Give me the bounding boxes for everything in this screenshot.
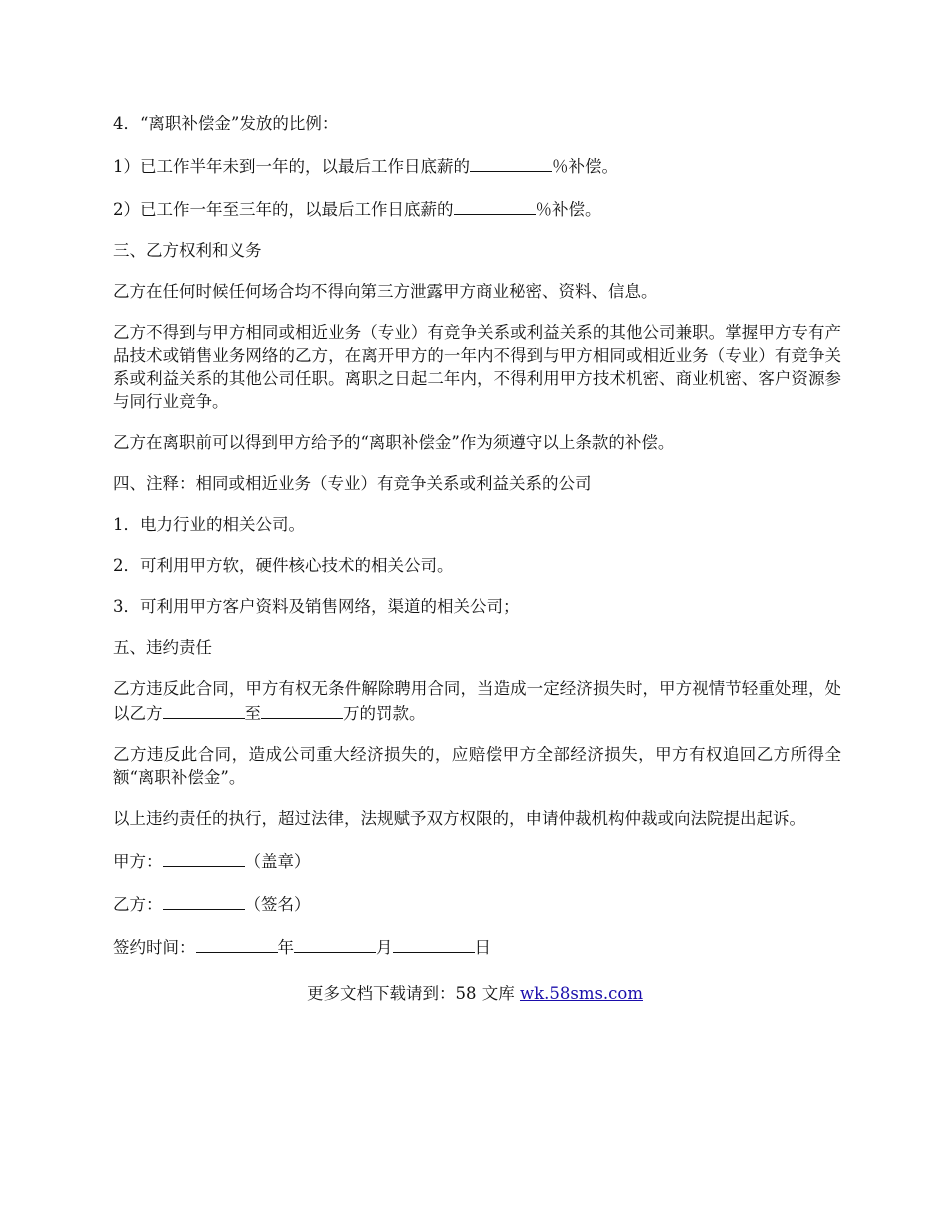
year-label: 年 bbox=[277, 938, 294, 957]
blank-line bbox=[294, 934, 376, 953]
blank-line bbox=[393, 934, 475, 953]
month-label: 月 bbox=[376, 938, 393, 957]
ratio-item-1-suffix: ％补偿。 bbox=[552, 157, 618, 176]
blank-line bbox=[470, 153, 552, 172]
ratio-item-1 bbox=[113, 153, 841, 178]
footer bbox=[0, 982, 950, 1005]
penalty-text: 乙方违反此合同，甲方有权无条件解除聘用合同，当造成一定经济损失时，甲方视情节轻重处理，处以乙方 bbox=[113, 679, 841, 723]
ratio-item-1-text: 1）已工作半年未到一年的，以最后工作日底薪的 bbox=[113, 157, 470, 176]
party-b-note: （签名） bbox=[244, 895, 311, 914]
compensation-paragraph: 乙方在离职前可以得到甲方给予的“离职补偿金”作为须遵守以上条款的补偿。 bbox=[113, 433, 675, 452]
footer-text: 更多文档下载请到：58 文库 bbox=[306, 984, 520, 1003]
party-b-label: 乙方： bbox=[113, 895, 163, 914]
blank-line bbox=[163, 848, 245, 867]
section-4-heading: 四、注释：相同或相近业务（专业）有竞争关系或利益关系的公司 bbox=[113, 474, 592, 493]
sign-date bbox=[113, 934, 841, 959]
note-2: 2．可利用甲方软，硬件核心技术的相关公司。 bbox=[113, 556, 454, 575]
blank-line bbox=[261, 700, 343, 719]
party-a-signature bbox=[113, 848, 841, 873]
penalty-suffix: 万的罚款。 bbox=[343, 704, 426, 723]
note-3: 3．可利用甲方客户资料及销售网络，渠道的相关公司； bbox=[113, 597, 520, 616]
party-a-label: 甲方： bbox=[113, 852, 163, 871]
ratio-item-2 bbox=[113, 196, 841, 221]
arbitration-paragraph: 以上违约责任的执行，超过法律，法规赋予双方权限的，申请仲裁机构仲裁或向法院提出起诉。 bbox=[113, 809, 806, 828]
confidentiality-paragraph: 乙方在任何时候任何场合均不得向第三方泄露甲方商业秘密、资料、信息。 bbox=[113, 282, 658, 301]
day-label: 日 bbox=[474, 938, 491, 957]
loss-paragraph: 乙方违反此合同，造成公司重大经济损失的，应赔偿甲方全部经济损失，甲方有权追回乙方所得全额“离职补偿金”。 bbox=[113, 745, 841, 787]
document-body bbox=[113, 112, 841, 977]
blank-line bbox=[163, 891, 245, 910]
party-b-signature bbox=[113, 891, 841, 916]
section-3-heading: 三、乙方权利和义务 bbox=[113, 241, 262, 260]
section-4-title-text: 4．“离职补偿金”发放的比例： bbox=[113, 114, 339, 133]
blank-line bbox=[196, 934, 278, 953]
party-a-note: （盖章） bbox=[244, 852, 311, 871]
footer-link[interactable]: wk.58sms.com bbox=[519, 984, 643, 1003]
note-1: 1．电力行业的相关公司。 bbox=[113, 515, 305, 534]
blank-line bbox=[163, 700, 245, 719]
penalty-paragraph bbox=[113, 677, 841, 725]
section-5-heading: 五、违约责任 bbox=[113, 638, 212, 657]
ratio-item-2-suffix: ％补偿。 bbox=[535, 200, 602, 219]
penalty-to: 至 bbox=[244, 704, 261, 723]
sign-date-label: 签约时间： bbox=[113, 938, 196, 957]
blank-line bbox=[454, 196, 536, 215]
ratio-item-2-text: 2）已工作一年至三年的，以最后工作日底薪的 bbox=[113, 200, 454, 219]
section-4-title bbox=[113, 112, 841, 135]
noncompete-paragraph: 乙方不得到与甲方相同或相近业务（专业）有竞争关系或利益关系的其他公司兼职。掌握甲方专有产品技术或销售业务网络的乙方，在离开甲方的一年内不得到与甲方相同或相近业务（专业）有竞争关系或利益关系的其他公司任职。离职之日起二年内，不得利用甲方技术机密、商业机密、客户资源参与同行业竞争。 bbox=[113, 323, 841, 411]
